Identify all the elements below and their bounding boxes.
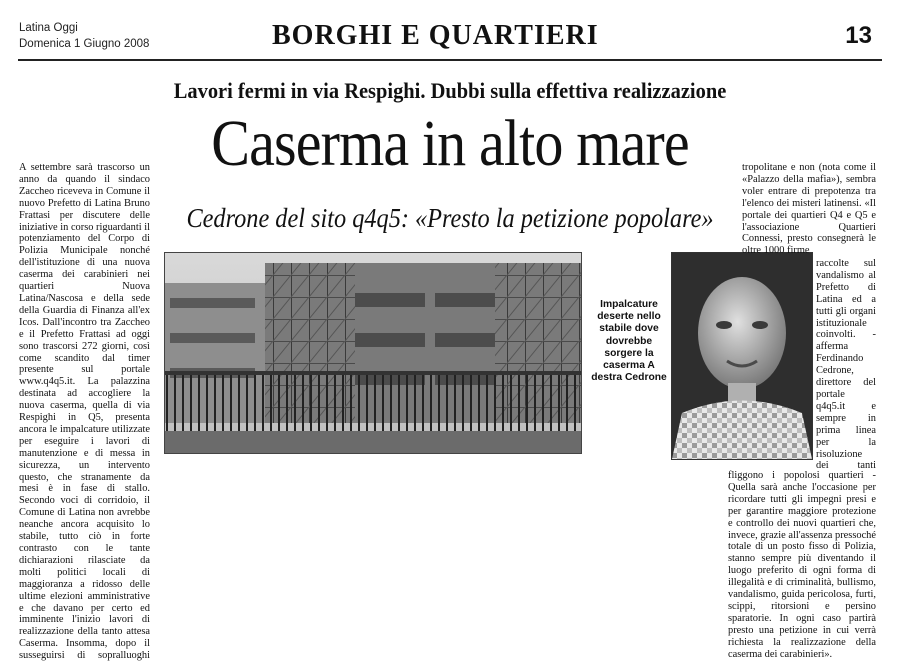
page-number: 13 [845,22,872,49]
photo-caption: Impalcature deserte nello stabile dove dovrebbe sorgere la caserma A destra Cedrone [591,299,667,384]
article-column-right-bottom: fliggono i popolosi quartieri - Quella sarà anche l'occasione per ricordare tutti gli impegni presi e per garantire maggiore protezione e controllo dei nuovi quartieri che, invece, grazie all'assenza pressoché totale di un posto fisso di Polizia, stanno sempre più diventando il luogo preferito di ogni forma di illegalità e di criminalità, bullismo, vandalismo, guida pericolosa, furti, scippi, ritorsioni e persino sparatorie. In ogni caso partirà presto una petizione in cui verrà richiesta la realizzazione della caserma dei carabinieri». [728,470,876,660]
article-column-left: A settembre sarà trascorso un anno da quando il sindaco Zaccheo riceveva in Comune il nuovo Prefetto di Latina Bruno Frattasi per discutere delle iniziative in corso riguardanti il potenziamento del Corpo di Polizia Municipale nonché dell'istituzione di una nuova caserma dei carabinieri nei quartieri Nuova Latina/Nascosa e della sede della Guardia di Finanza all'ex Icos. Dall'incontro tra Zaccheo e il Prefetto Frattasi ad oggi sono trascorsi 272 giorni, così come scandito dal timer presente sul portale www.q4q5.it. La palazzina destinata ad accogliere la nuova caserma, quella di via Respighi in Q5, presenta ancora le impalcature utilizzate per eseguire i lavori di manutenzione e di messa in sicurezza, un intervento questo, che stranamente da mesi è in fase di stallo. Secondo voci di corridoio, il Comune di Latina non avrebbe neanche ancora acquisito lo stabile, tutto ciò in forte contrasto con le tante dichiarazioni rilasciate da molti politici locali di maggioranza a ridosso delle ultime elezioni amministrative e che davano per certo ed imminente l'inizio lavori di realizzazione della tanto attesa Caserma. Insomma, dopo il susseguirsi di sopralluoghi [19,162,150,662]
building-photo [164,252,582,454]
header-divider [18,59,882,61]
portrait-cedrone-image [672,253,812,459]
building-scaffolding-image [165,253,581,453]
article-kicker: Lavori fermi in via Respighi. Dubbi sulla effettiva realizzazione [173,78,727,103]
article-headline: Caserma in alto mare [211,107,689,180]
publication-date: Domenica 1 Giugno 2008 [19,38,150,50]
article-column-middle [160,459,292,664]
masthead-meta [19,20,149,52]
article-subhead: Cedrone del sito q4q5: «Presto la petizione popolare» [186,203,714,233]
article-column-right-narrow: raccolte sul vandalismo al Prefetto di Latina ed a tutti gli organi istituzionale coinvolti. - afferma Ferdinando Cedrone, direttore del portale q4q5.it e sempre in prima linea per la risoluzione dei tanti [816,258,876,470]
publication-name: Latina Oggi [19,22,78,34]
section-title: BORGHI E QUARTIERI [272,20,599,51]
article-column-right-top: tropolitane e non (nota come il «Palazzo della mafia»), sembra voler entrare di prepotenza tra l'elenco dei misteri latinensi. «Il portale dei quartieri Q4 e Q5 e l'associazione Quartieri Connessi, presto consegnerà le oltre 1000 firme [742,162,876,257]
portrait-photo [671,252,813,460]
